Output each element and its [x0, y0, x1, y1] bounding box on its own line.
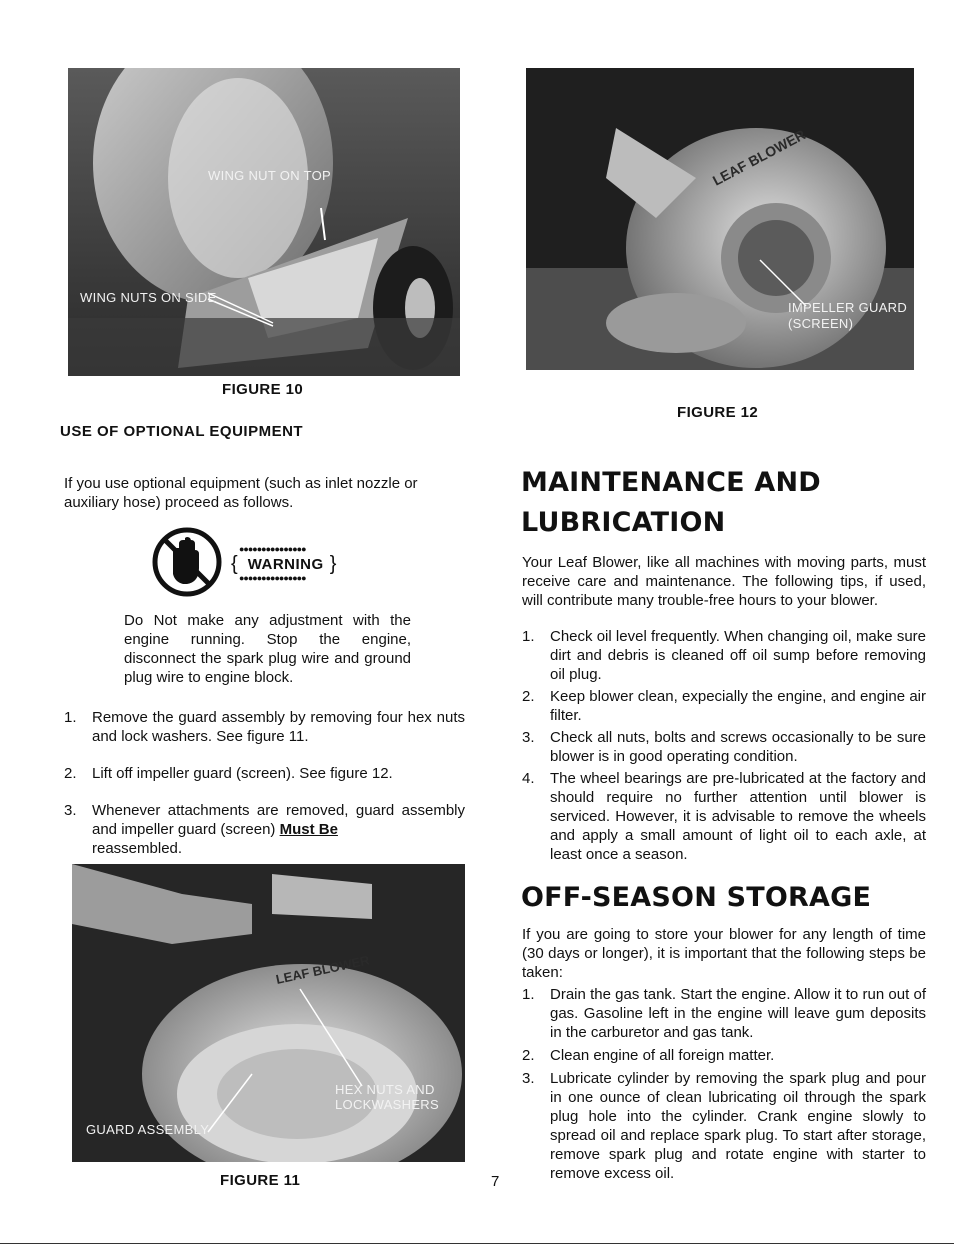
storage-steps: [522, 985, 926, 1183]
figure-11-illustration: [72, 864, 465, 1162]
maintenance-title-line1: MAINTENANCE AND: [521, 467, 821, 498]
figure-10-label-side: WING NUTS ON SIDE: [80, 290, 217, 305]
maintenance-intro: Your Leaf Blower, like all machines with moving parts, must receive care and maintenance. The following tips, if used, will contribute many trouble-free hours to your blower.: [522, 554, 926, 609]
figure-10-label-top: WING NUT ON TOP: [208, 168, 331, 183]
storage-step-3: 3. Lubricate cylinder by removing the spark plug and pour in one ounce of clean lubricating oil through the spark plug hole into the cylinder. Crank engine slowly to spread oil and replace spark plug. To start after storage, remove spark plug and rotate engine with starter to remove excess oil.: [522, 1070, 926, 1182]
optional-equipment-intro: If you use optional equipment (such as inlet nozzle or auxiliary hose) proceed as follows.: [64, 475, 418, 511]
warning-banner: ●●●●●●●●●●●●●●● { WARNING } ●●●●●●●●●●●●●●●: [231, 544, 337, 583]
figure-11-caption: FIGURE 11: [220, 1172, 301, 1189]
figure-12-caption: FIGURE 12: [677, 404, 759, 421]
page-bottom-rule: [0, 1243, 954, 1244]
maintenance-step-4: 4. The wheel bearings are pre-lubricated at the factory and should require no further attention until blower is serviced. However, it is advisable to remove the wheels and apply a small amount of light oil to each axle, at least once a season.: [522, 770, 926, 863]
figure-10-illustration: [68, 68, 460, 376]
figure-12-logo: LEAF BLOWER: [709, 126, 809, 189]
figure-10-photo: [68, 68, 460, 376]
figure-11-label-guard: GUARD ASSEMBLY: [86, 1122, 210, 1137]
maintenance-step-2: 2. Keep blower clean, expecially the engine, and engine air filter.: [522, 688, 926, 724]
optional-steps: [64, 708, 465, 858]
figure-11-logo: LEAF BLOWER: [274, 952, 371, 987]
storage-step-1: 1. Drain the gas tank. Start the engine. Allow it to run out of gas. Gasoline left in the engine will leave gum deposits in the carburetor and gas tank.: [522, 986, 926, 1041]
figure-11-label-hex1: HEX NUTS AND: [335, 1082, 435, 1097]
maintenance-steps: [522, 627, 926, 864]
figure-11-label-hex2: LOCKWASHERS: [335, 1097, 439, 1112]
figure-10-caption: FIGURE 10: [222, 381, 304, 398]
optional-equipment-title: USE OF OPTIONAL EQUIPMENT: [60, 423, 304, 440]
storage-title: OFF-SEASON STORAGE: [521, 882, 872, 913]
warning-hand-icon: [151, 526, 223, 598]
maintenance-step-1: 1. Check oil level frequently. When changing oil, make sure dirt and debris is cleaned off oil sump before removing oil plug.: [522, 628, 926, 683]
maintenance-step-3: 3. Check all nuts, bolts and screws occasionally to be sure blower is in good operating condition.: [522, 729, 926, 765]
figure-12-photo: [526, 68, 914, 370]
figure-12-illustration: [526, 68, 914, 370]
figure-12-label-line1: IMPELLER GUARD: [788, 300, 908, 315]
storage-intro: If you are going to store your blower for any length of time (30 days or longer), it is important that the following steps be taken:: [522, 926, 926, 981]
maintenance-title-line2: LUBRICATION: [521, 507, 726, 538]
figure-12-label-line2: (SCREEN): [788, 316, 854, 331]
must-be-emphasis: Must Be: [279, 821, 338, 838]
warning-text: Do Not make any adjustment with the engine running. Stop the engine, disconnect the spark plug wire and ground plug wire to engine block.: [124, 612, 411, 686]
optional-step-2: 2. Lift off impeller guard (screen). See figure 12.: [64, 765, 393, 782]
storage-step-2: 2. Clean engine of all foreign matter.: [522, 1047, 775, 1064]
warning-label: WARNING: [247, 555, 324, 573]
figure-11-photo: [72, 864, 465, 1162]
optional-step-1: 1. Remove the guard assembly by removing four hex nuts and lock washers. See figure 11.: [64, 709, 465, 745]
optional-step-3: 3. Whenever attachments are removed, guard assembly and impeller guard (screen) Must Be reassembled.: [64, 802, 465, 857]
page-number: 7: [491, 1173, 500, 1190]
